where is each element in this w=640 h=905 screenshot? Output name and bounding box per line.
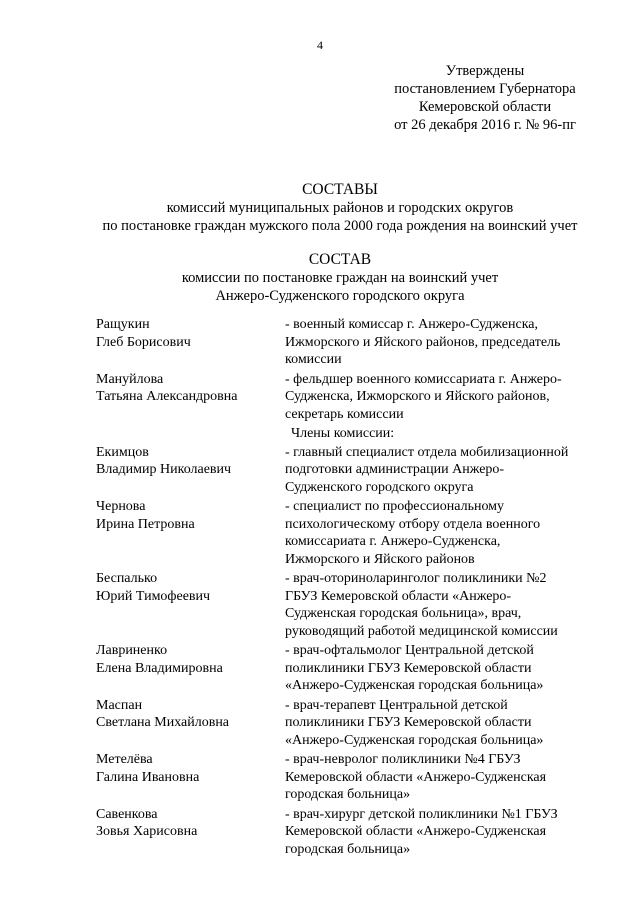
- member-role-line: - врач-офтальмолог Центральной детской: [285, 643, 534, 658]
- member-role-line: - врач-терапевт Центральной детской: [285, 697, 508, 713]
- approval-line: Кемеровской области: [418, 99, 552, 115]
- member-given-names: Светлана Михайловна: [96, 715, 230, 730]
- member-role-line: психологическому отбору отдела военного: [285, 516, 541, 532]
- member-role: [285, 498, 605, 568]
- member-given-names: Юрий Тимофеевич: [96, 588, 211, 604]
- member-given-names: Ирина Петровна: [96, 516, 195, 532]
- member-role: [285, 444, 605, 497]
- members-list: [96, 444, 606, 859]
- member-role-line: комиссии: [285, 352, 342, 367]
- member-given-names: Владимир Николаевич: [96, 462, 232, 477]
- member-row: [96, 316, 606, 369]
- member-role: [285, 642, 605, 695]
- member-name: [96, 642, 285, 695]
- member-name: [96, 371, 285, 424]
- member-role-line: поликлиники ГБУЗ Кемеровской области: [285, 660, 532, 676]
- member-role-line: Судженского городского округа: [285, 479, 474, 495]
- member-role-line: - врач-невролог поликлиники №4 ГБУЗ: [285, 752, 521, 767]
- member-row: [96, 444, 606, 497]
- member-role: [285, 697, 605, 750]
- page-number: 4: [317, 38, 323, 52]
- members-label: Члены комиссии:: [291, 426, 395, 441]
- commission-subtitle: Анжеро-Судженского городского округа: [215, 288, 465, 304]
- approval-block: [360, 62, 610, 134]
- member-name: [96, 751, 285, 804]
- member-role-line: поликлиники ГБУЗ Кемеровской области: [285, 715, 532, 730]
- document-heading: [40, 181, 640, 235]
- member-row: [96, 806, 606, 859]
- member-role-line: секретарь комиссии: [285, 406, 404, 422]
- heading-subtitle: по постановке граждан мужского пола 2000 года рождения на воинский учет: [102, 218, 578, 234]
- member-role-line: Судженска, Ижморского и Яйского районов,: [285, 389, 550, 404]
- member-role-line: руководящий работой медицинской комиссии: [285, 623, 558, 639]
- leaders-list: [96, 316, 606, 423]
- member-role-line: - фельдшер военного комиссариата г. Анжеро-: [285, 371, 562, 387]
- member-role-line: Ижморского и Яйского районов: [285, 551, 475, 567]
- member-role-line: «Анжеро-Судженская городская больница»: [285, 678, 544, 693]
- member-name: [96, 316, 285, 369]
- member-role-line: Ижморского и Яйского районов, председатель: [285, 334, 561, 350]
- approval-line: постановлением Губернатора: [394, 81, 576, 97]
- member-role-line: городская больница»: [285, 787, 411, 802]
- member-name: [96, 806, 285, 859]
- member-name: [96, 697, 285, 750]
- approval-line: Утверждены: [445, 63, 525, 79]
- member-role-line: Кемеровской области «Анжеро-Судженская: [285, 769, 547, 785]
- member-role: [285, 806, 605, 859]
- member-surname: Екимцов: [96, 444, 149, 460]
- member-surname: Метелёва: [96, 752, 153, 767]
- member-role-line: городская больница»: [285, 841, 411, 857]
- member-surname: Мануйлова: [96, 371, 164, 387]
- member-given-names: Глеб Борисович: [96, 334, 191, 350]
- member-name: [96, 444, 285, 497]
- member-name: [96, 498, 285, 568]
- member-role-line: Судженская городская больница», врач,: [285, 606, 522, 621]
- member-given-names: Елена Владимировна: [96, 660, 223, 676]
- member-role-line: - специалист по профессиональному: [285, 499, 505, 514]
- member-role-line: «Анжеро-Судженская городская больница»: [285, 732, 544, 748]
- member-given-names: Зовья Харисовна: [96, 824, 198, 839]
- member-role-line: Кемеровской области «Анжеро-Судженская: [285, 824, 547, 839]
- member-surname: Чернова: [96, 499, 146, 514]
- commission-subtitle: комиссии по постановке граждан на воинский учет: [181, 270, 499, 286]
- member-surname: Маспан: [96, 697, 143, 713]
- member-given-names: Галина Ивановна: [96, 769, 200, 785]
- member-row: [96, 371, 606, 424]
- member-row: [96, 498, 606, 568]
- member-row: [96, 751, 606, 804]
- member-role-line: - врач-оториноларинголог поликлиники №2: [285, 571, 547, 586]
- member-row: [96, 570, 606, 640]
- approval-line: от 26 декабря 2016 г. № 96-пг: [394, 117, 576, 133]
- member-list: [96, 316, 606, 860]
- member-row: [96, 697, 606, 750]
- member-role-line: - военный комиссар г. Анжеро-Судженска,: [285, 317, 539, 332]
- member-role: [285, 570, 605, 640]
- member-role-line: ГБУЗ Кемеровской области «Анжеро-: [285, 588, 512, 604]
- member-row: [96, 642, 606, 695]
- commission-title: СОСТАВ: [308, 251, 372, 268]
- member-given-names: Татьяна Александровна: [96, 389, 238, 404]
- heading-title: СОСТАВЫ: [302, 181, 378, 198]
- member-role: [285, 371, 605, 424]
- member-role-line: подготовки администрации Анжеро-: [285, 462, 505, 477]
- heading-subtitle: комиссий муниципальных районов и городских округов: [166, 200, 514, 216]
- member-surname: Беспалько: [96, 571, 158, 586]
- commission-heading: [40, 251, 640, 305]
- member-surname: Савенкова: [96, 806, 158, 822]
- member-surname: Лавриненко: [96, 643, 168, 658]
- member-role-line: - главный специалист отдела мобилизационной: [285, 444, 569, 460]
- member-role-line: комиссариата г. Анжеро-Судженска,: [285, 534, 501, 549]
- member-surname: Ращукин: [96, 317, 150, 332]
- member-role-line: - врач-хирург детской поликлиники №1 ГБУЗ: [285, 806, 558, 822]
- member-role: [285, 316, 605, 369]
- member-name: [96, 570, 285, 640]
- member-role: [285, 751, 605, 804]
